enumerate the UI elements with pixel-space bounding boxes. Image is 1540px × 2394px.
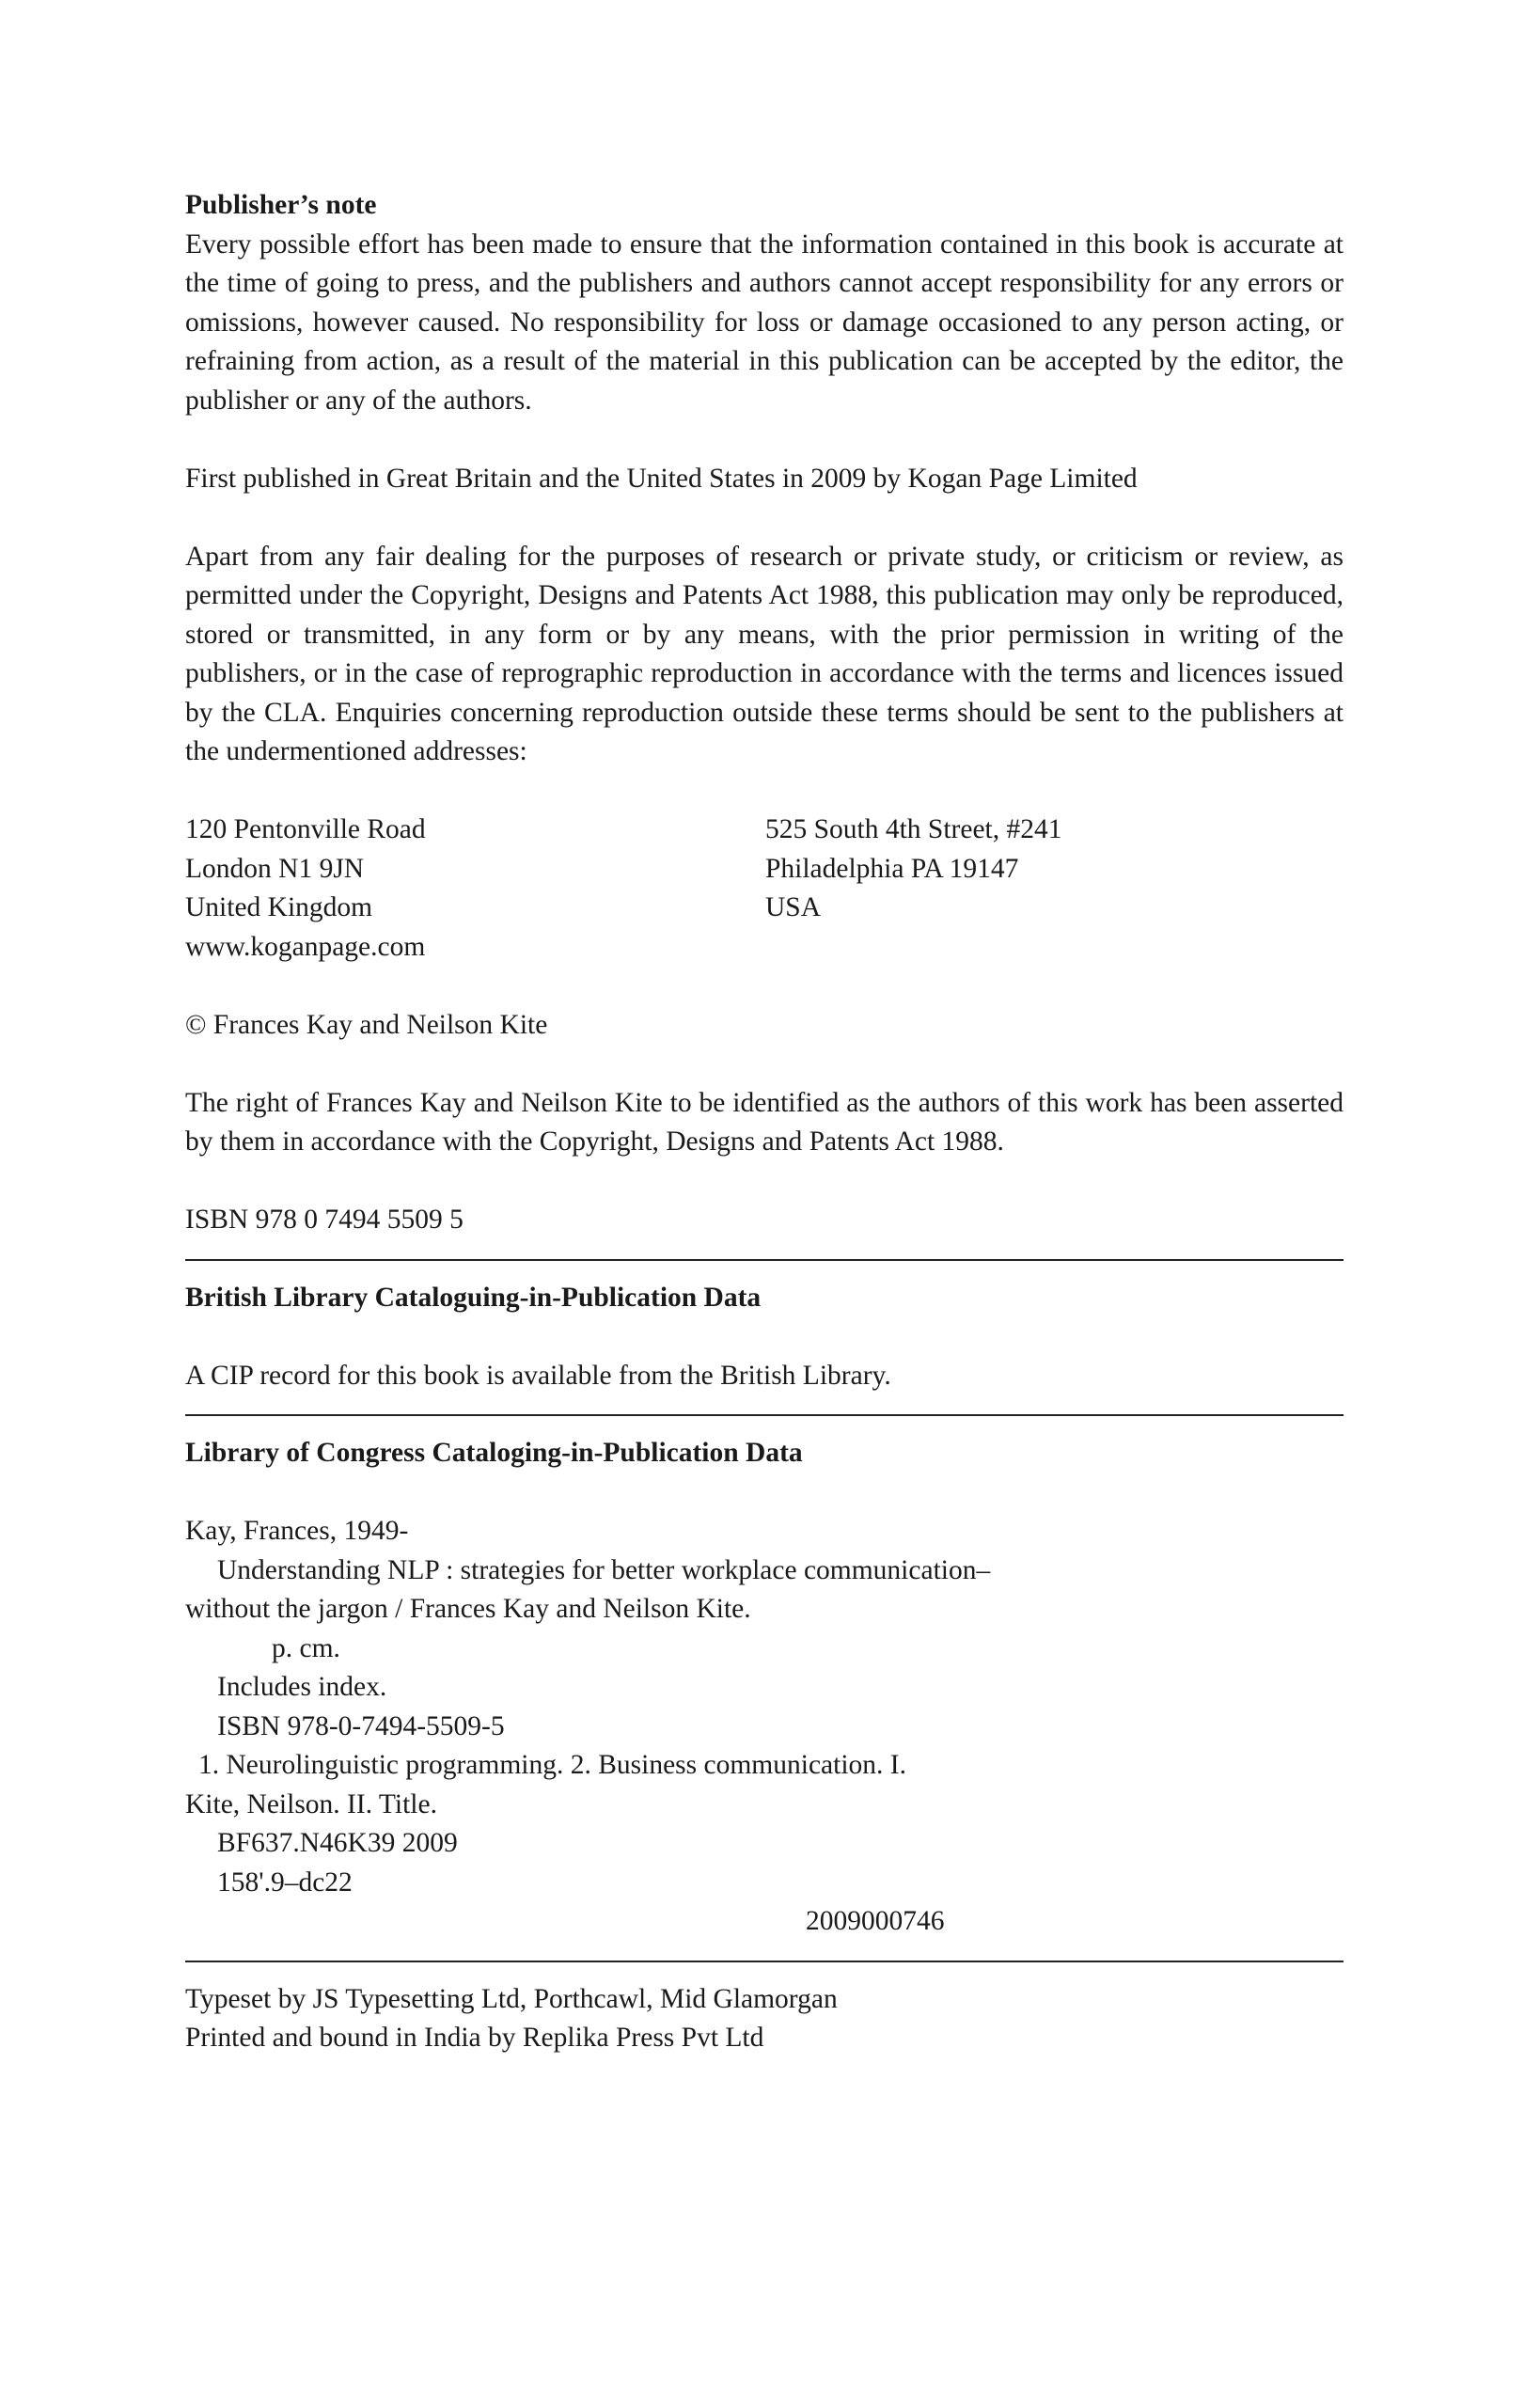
us-address-line: 525 South 4th Street, #241: [765, 814, 1062, 844]
rights-notice: Apart from any fair dealing for the purposes of research or private study, or criticism or review, as permitted under the Copyright, Designs and Patents Act 1988, this publication may only be reproduced, stored or transmitted, in any form or by any means, with the prior permission in writing of the publishers, or in the case of reprographic reproduction in accordance with the terms and licences issued by the CLA. Enquiries concerning reproduction outside these terms should be sent to the publishers at the undermentioned addresses:: [185, 541, 1344, 766]
cip-line: p. cm.: [272, 1632, 340, 1663]
addresses: [185, 811, 1344, 967]
cip-line: Kite, Neilson. II. Title.: [185, 1788, 437, 1819]
cip-line: Includes index.: [217, 1672, 387, 1702]
divider: [185, 1414, 1344, 1416]
uk-address-line: 120 Pentonville Road: [185, 814, 426, 844]
cip-line: 1. Neurolinguistic programming. 2. Business communication. I.: [198, 1750, 906, 1780]
british-library-heading: British Library Cataloguing-in-Publication Data: [185, 1282, 762, 1313]
cip-record: [185, 1512, 1344, 1942]
us-address-line: USA: [765, 892, 822, 922]
publishers-note-heading: Publisher’s note: [185, 190, 377, 220]
cip-line: without the jargon / Frances Kay and Neilson Kite.: [185, 1594, 751, 1624]
cip-line: Kay, Frances, 1949-: [185, 1516, 409, 1546]
library-of-congress-heading: Library of Congress Cataloging-in-Publication Data: [185, 1438, 803, 1468]
cip-line: Understanding NLP : strategies for better workplace communication–: [217, 1554, 991, 1585]
us-address: [765, 811, 1344, 967]
divider: [185, 1961, 1344, 1962]
isbn-line: ISBN 978 0 7494 5509 5: [185, 1205, 464, 1235]
uk-address: [185, 811, 765, 967]
printed-line: Printed and bound in India by Replika Press Pvt Ltd: [185, 2023, 764, 2053]
copyright-line: © Frances Kay and Neilson Kite: [185, 1009, 548, 1040]
cip-line: BF637.N46K39 2009: [217, 1828, 458, 1858]
publisher-website: www.koganpage.com: [185, 931, 426, 962]
first-published-line: First published in Great Britain and the United States in 2009 by Kogan Page Limited: [185, 463, 1138, 494]
cip-line: ISBN 978-0-7494-5509-5: [217, 1710, 505, 1741]
copyright-page: [185, 186, 1344, 2058]
cip-line: 158'.9–dc22: [217, 1866, 353, 1898]
british-library-text: A CIP record for this book is available from the British Library.: [185, 1360, 891, 1391]
uk-address-line: London N1 9JN: [185, 853, 365, 884]
divider: [185, 1259, 1344, 1261]
moral-rights-notice: The right of Frances Kay and Neilson Kite to be identified as the authors of this work has been asserted by them in accordance with the Copyright, Designs and Patents Act 1988.: [185, 1087, 1344, 1157]
lccn-number: 2009000746: [806, 1906, 945, 1936]
typeset-line: Typeset by JS Typesetting Ltd, Porthcawl, Mid Glamorgan: [185, 1983, 838, 2014]
publishers-note-body: Every possible effort has been made to ensure that the information contained in this book is accurate at the time of going to press, and the publishers and authors cannot accept responsibility for any errors or omissions, however caused. No responsibility for loss or damage occasioned to any person acting, or refraining from action, as a result of the material in this publication can be accepted by the editor, the publisher or any of the authors.: [185, 228, 1344, 416]
us-address-line: Philadelphia PA 19147: [765, 853, 1019, 884]
uk-address-line: United Kingdom: [185, 892, 373, 922]
